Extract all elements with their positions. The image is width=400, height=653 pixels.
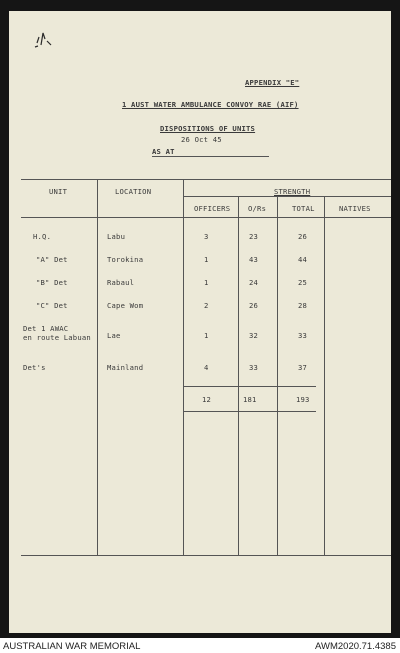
archive-name: AUSTRALIAN WAR MEMORIAL [3,641,141,652]
archive-reference: AWM2020.71.4385 [315,641,396,652]
table-row-ors: 26 [249,301,259,310]
table-row-location: Cape Wom [107,301,144,310]
table-row-unit: Det's [23,363,46,372]
location-column-divider [183,179,184,555]
officers-column-divider [238,196,239,555]
table-row-location: Rabaul [107,278,135,287]
totals-top-line [184,386,316,387]
natives-column-header: NATIVES [339,204,371,213]
ink-mark-icon [31,29,57,51]
officers-column-header: OFFICERS [194,204,231,213]
table-row-officers: 1 [204,331,209,340]
document-subtitle: DISPOSITIONS OF UNITS [160,124,256,133]
table-top-border [21,179,391,180]
strength-column-header: STRENGTH [274,187,311,196]
totals-bottom-line [184,411,316,412]
table-row-total: 25 [298,278,308,287]
header-bottom-border [21,217,391,218]
document-page [9,11,391,633]
table-row-ors: 24 [249,278,259,287]
table-row-unit: Det 1 AWAC [23,324,69,333]
table-row-unit: "A" Det [36,255,68,264]
table-row-officers: 2 [204,301,209,310]
table-row-unit: "B" Det [36,278,68,287]
table-row-officers: 1 [204,278,209,287]
as-at-label: AS AT [152,147,175,156]
total-officers: 12 [202,395,212,404]
total-column-header: TOTAL [292,204,315,213]
document-date: 26 Oct 45 [181,135,222,144]
table-row-officers: 4 [204,363,209,372]
appendix-label: APPENDIX "E" [245,78,300,87]
table-row-ors: 43 [249,255,259,264]
table-row-location: Torokina [107,255,144,264]
table-row-ors: 32 [249,331,259,340]
table-row-officers: 1 [204,255,209,264]
table-row-ors: 23 [249,232,259,241]
total-ors: 181 [243,395,257,404]
table-row-total: 28 [298,301,308,310]
table-row-total: 37 [298,363,308,372]
table-row-unit-detail: en route Labuan [23,333,91,342]
table-row-total: 33 [298,331,308,340]
table-row-location: Mainland [107,363,144,372]
table-row-unit: H.Q. [33,232,52,241]
table-row-ors: 33 [249,363,259,372]
table-row-total: 26 [298,232,308,241]
total-column-divider [324,196,325,555]
strength-divider [184,196,391,197]
location-column-header: LOCATION [115,187,152,196]
table-row-location: Lae [107,331,121,340]
grand-total: 193 [296,395,310,404]
table-bottom-border [21,555,391,556]
table-row-total: 44 [298,255,308,264]
ors-column-header: O/Rs [248,204,267,213]
table-row-unit: "C" Det [36,301,68,310]
ors-column-divider [277,196,278,555]
unit-column-header: UNIT [49,187,68,196]
as-at-underline [152,156,269,157]
unit-title: 1 AUST WATER AMBULANCE CONVOY RAE (AIF) [122,100,299,109]
archive-footer [0,638,400,653]
unit-column-divider [97,179,98,555]
table-row-location: Labu [107,232,126,241]
table-row-officers: 3 [204,232,209,241]
